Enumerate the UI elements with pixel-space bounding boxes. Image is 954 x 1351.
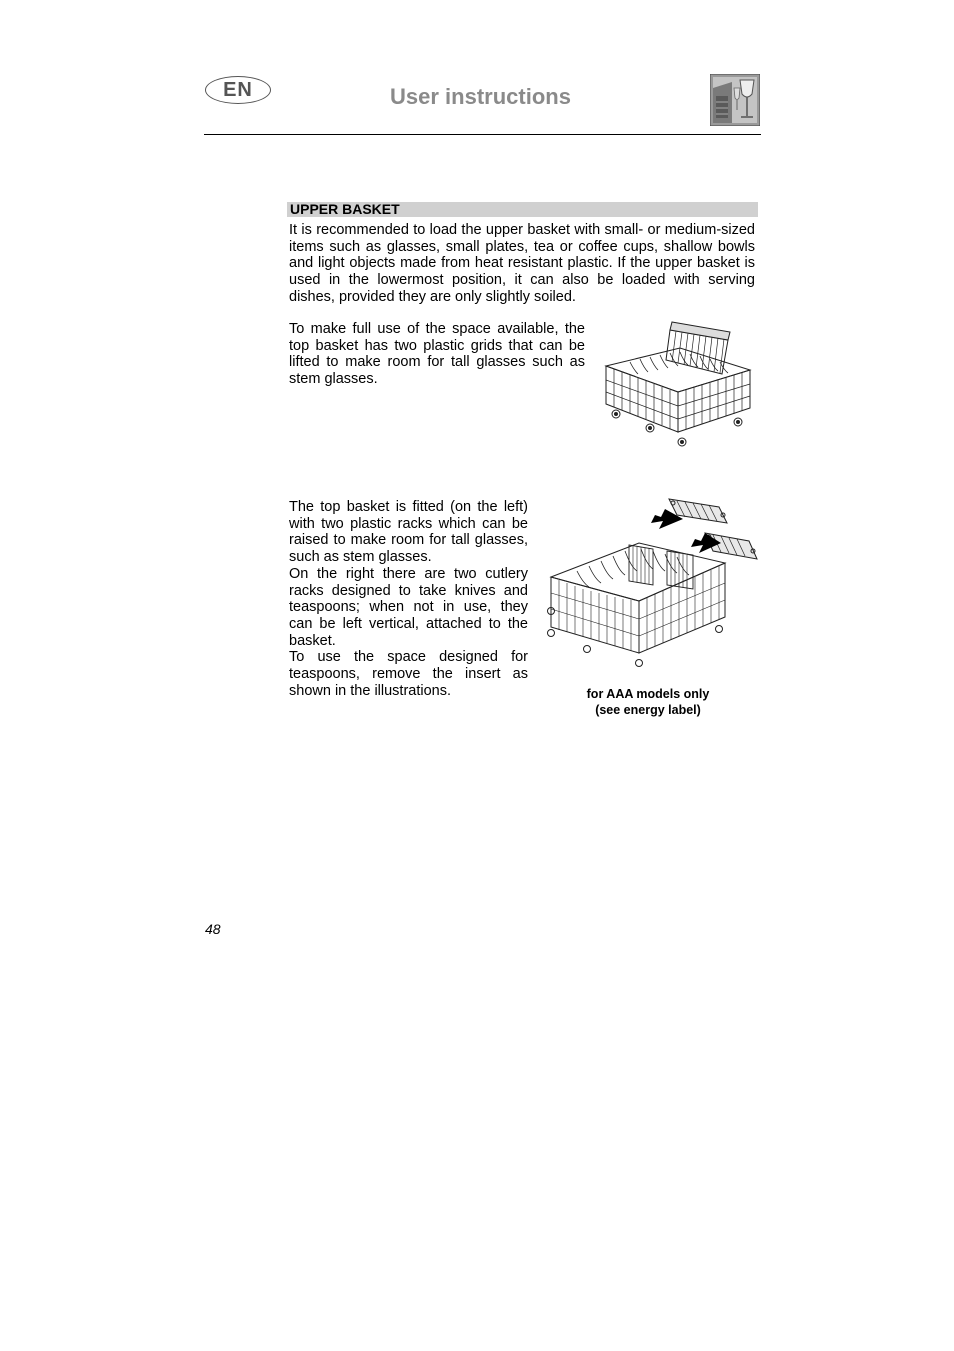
paragraph-plastic-racks: The top basket is fitted (on the left) with two plastic racks which can be raised to make room for tall glasses, such as stem glasses. <box>289 499 528 566</box>
caption-line-models: for AAA models only <box>586 687 710 701</box>
page-number: 48 <box>205 921 221 937</box>
glasses-dishwasher-icon <box>710 74 760 126</box>
header-divider <box>204 134 761 135</box>
upper-basket-illustration <box>600 318 756 452</box>
paragraph-upper-basket-loading: It is recommended to load the upper basket with small- or medium-sized items such as glasses, small plates, tea or coffee cups, shallow bowls and light objects made from heat resistant plastic. If the upper basket is used in the lowermost position, it can also be loaded with serving dishes, provided they are only slightly soiled. <box>289 222 755 305</box>
caption-line-energy-label: (see energy label) <box>595 702 701 717</box>
paragraph-plastic-grids: To make full use of the space available, the top basket has two plastic grids that can be lifted to make room for tall glasses such as stem glasses. <box>289 321 585 388</box>
paragraph-cutlery-racks: On the right there are two cutlery racks designed to take knives and teaspoons; when not in use, they can be left vertical, attached to the basket. <box>289 565 528 649</box>
figure-caption <box>560 687 736 718</box>
language-badge: EN <box>205 76 271 104</box>
page-title: User instructions <box>390 84 571 109</box>
paragraph-racks <box>289 499 528 699</box>
upper-basket-cutlery-racks-illustration <box>543 493 759 673</box>
paragraph-teaspoon-insert: To use the space designed for teaspoons, remove the insert as shown in the illustrations. <box>289 649 528 699</box>
section-heading: UPPER BASKET <box>290 201 400 217</box>
